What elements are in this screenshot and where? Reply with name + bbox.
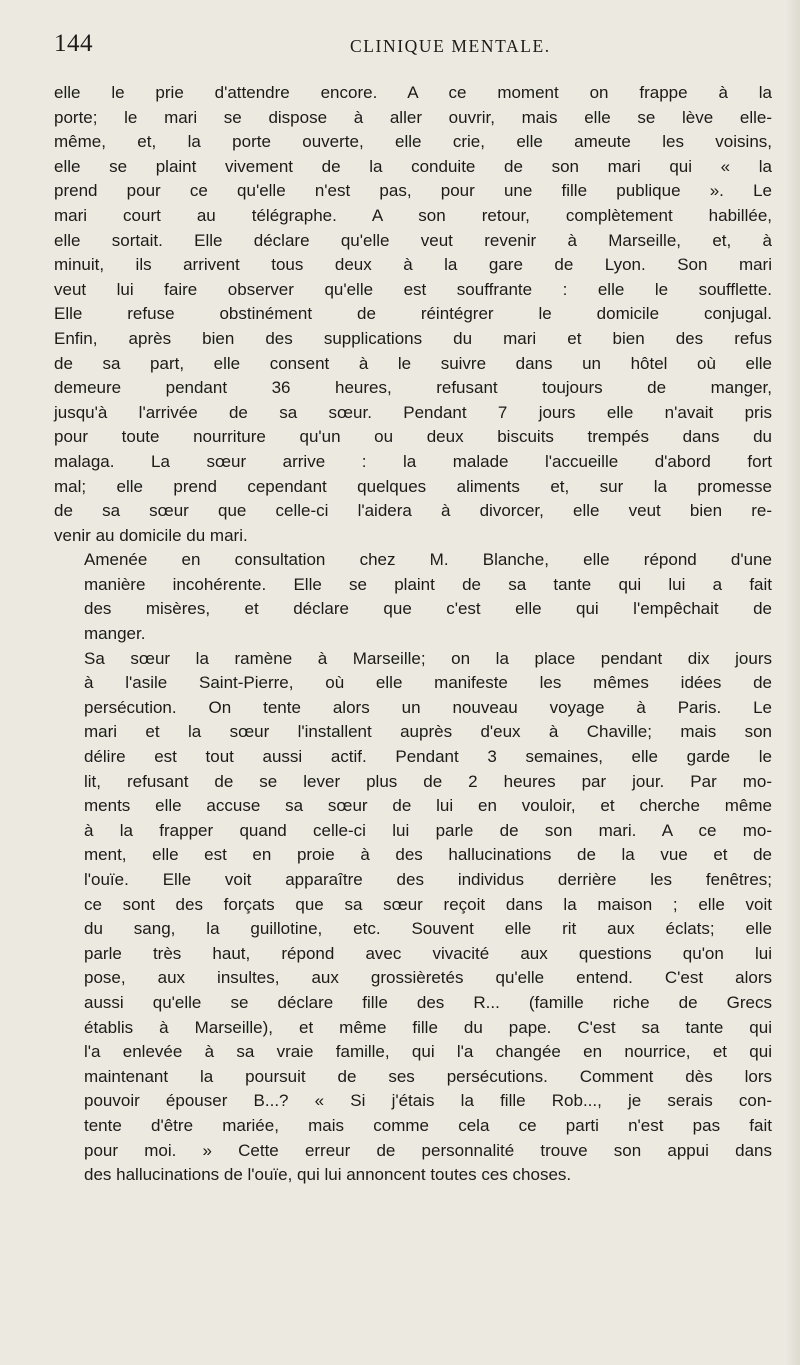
text-line: établis à Marseille), et même fille du pape. C'est sa tante qui	[84, 1017, 772, 1037]
text-line: elle le prie d'attendre encore. A ce moment on frappe à la	[54, 83, 772, 102]
text-line: Amenée en consultation chez M. Blanche, elle répond d'une	[84, 550, 772, 570]
text-line: Sa sœur la ramène à Marseille; on la place pendant dix jours	[84, 648, 772, 668]
text-line: Elle refuse obstinément de réintégrer le domicile conjugal.	[54, 304, 772, 324]
text-line: demeure pendant 36 heures, refusant toujours de manger,	[54, 378, 772, 398]
text-line: l'a enlevée à sa vraie famille, qui l'a changée en nourrice, et qui	[84, 1042, 772, 1062]
paragraph	[54, 548, 772, 646]
text-line: de sa sœur que celle-ci l'aidera à divorcer, elle veut bien re-	[54, 501, 772, 521]
text-line: Enfin, après bien des supplications du mari et bien des refus	[54, 328, 772, 348]
text-line: mari court au télégraphe. A son retour, complètement habillée,	[54, 205, 772, 225]
text-line: pose, aux insultes, aux grossièretés qu'elle entend. C'est alors	[84, 968, 772, 988]
text-line: porte; le mari se dispose à aller ouvrir, mais elle se lève elle-	[54, 107, 772, 127]
text-line: de sa part, elle consent à le suivre dans un hôtel où elle	[54, 353, 772, 373]
text-line: même, et, la porte ouverte, elle crie, elle ameute les voisins,	[54, 132, 772, 152]
text-line: mal; elle prend cependant quelques aliments et, sur la promesse	[54, 476, 772, 496]
page-header	[54, 30, 774, 58]
text-line: pouvoir épouser B...? « Si j'étais la fille Rob..., je serais con-	[84, 1091, 772, 1111]
text-line: lit, refusant de se lever plus de 2 heures par jour. Par mo-	[84, 771, 772, 791]
text-line: pour moi. » Cette erreur de personnalité trouve son appui dans	[84, 1140, 772, 1160]
text-line: à l'asile Saint-Pierre, où elle manifeste les mêmes idées de	[84, 673, 772, 693]
text-line: pour toute nourriture qu'un ou deux biscuits trempés dans du	[54, 427, 772, 447]
paragraph	[54, 81, 772, 548]
text-line: délire est tout aussi actif. Pendant 3 semaines, elle garde le	[84, 747, 772, 767]
text-line: ments elle accuse sa sœur de lui en vouloir, et cherche même	[84, 796, 772, 816]
text-line: elle se plaint vivement de la conduite de son mari qui « la	[54, 156, 772, 176]
text-line: persécution. On tente alors un nouveau voyage à Paris. Le	[84, 697, 772, 717]
text-line: des hallucinations de l'ouïe, qui lui annoncent toutes ces choses.	[84, 1165, 572, 1185]
text-line: à la frapper quand celle-ci lui parle de son mari. A ce mo-	[84, 820, 772, 840]
page-edge-shadow	[786, 0, 800, 1365]
text-line: jusqu'à l'arrivée de sa sœur. Pendant 7 jours elle n'avait pris	[54, 402, 772, 422]
text-line: ce sont des forçats que sa sœur reçoit dans la maison ; elle voit	[84, 894, 772, 914]
text-line: venir au domicile du mari.	[54, 525, 248, 545]
text-line: du sang, la guillotine, etc. Souvent elle rit aux éclats; elle	[84, 919, 772, 939]
text-line: aussi qu'elle se déclare fille des R... (famille riche de Grecs	[84, 992, 772, 1012]
text-line: prend pour ce qu'elle n'est pas, pour une fille publique ». Le	[54, 181, 772, 201]
text-line: tente d'être mariée, mais comme cela ce parti n'est pas fait	[84, 1115, 772, 1135]
running-title: CLINIQUE MENTALE.	[350, 36, 551, 56]
text-line: parle très haut, répond avec vivacité aux questions qu'on lui	[84, 943, 772, 963]
text-line: manière incohérente. Elle se plaint de sa tante qui lui a fait	[84, 574, 772, 594]
text-line: manger.	[84, 624, 146, 644]
text-line: elle sortait. Elle déclare qu'elle veut revenir à Marseille, et, à	[54, 230, 772, 250]
text-line: mari et la sœur l'installent auprès d'eux à Chaville; mais son	[84, 722, 772, 742]
body-text	[54, 81, 772, 1188]
text-line: l'ouïe. Elle voit apparaître des individus derrière les fenêtres;	[84, 870, 772, 889]
paragraph	[54, 647, 772, 1188]
text-line: minuit, ils arrivent tous deux à la gare de Lyon. Son mari	[54, 255, 772, 275]
page-number: 144	[54, 30, 93, 57]
text-line: des misères, et déclare que c'est elle qui l'empêchait de	[84, 599, 772, 619]
text-line: maintenant la poursuit de ses persécutions. Comment dès lors	[84, 1066, 772, 1086]
text-line: malaga. La sœur arrive : la malade l'accueille d'abord fort	[54, 451, 772, 471]
text-line: veut lui faire observer qu'elle est souffrante : elle le soufflette.	[54, 279, 772, 299]
text-line: ment, elle est en proie à des hallucinations de la vue et de	[84, 845, 772, 865]
